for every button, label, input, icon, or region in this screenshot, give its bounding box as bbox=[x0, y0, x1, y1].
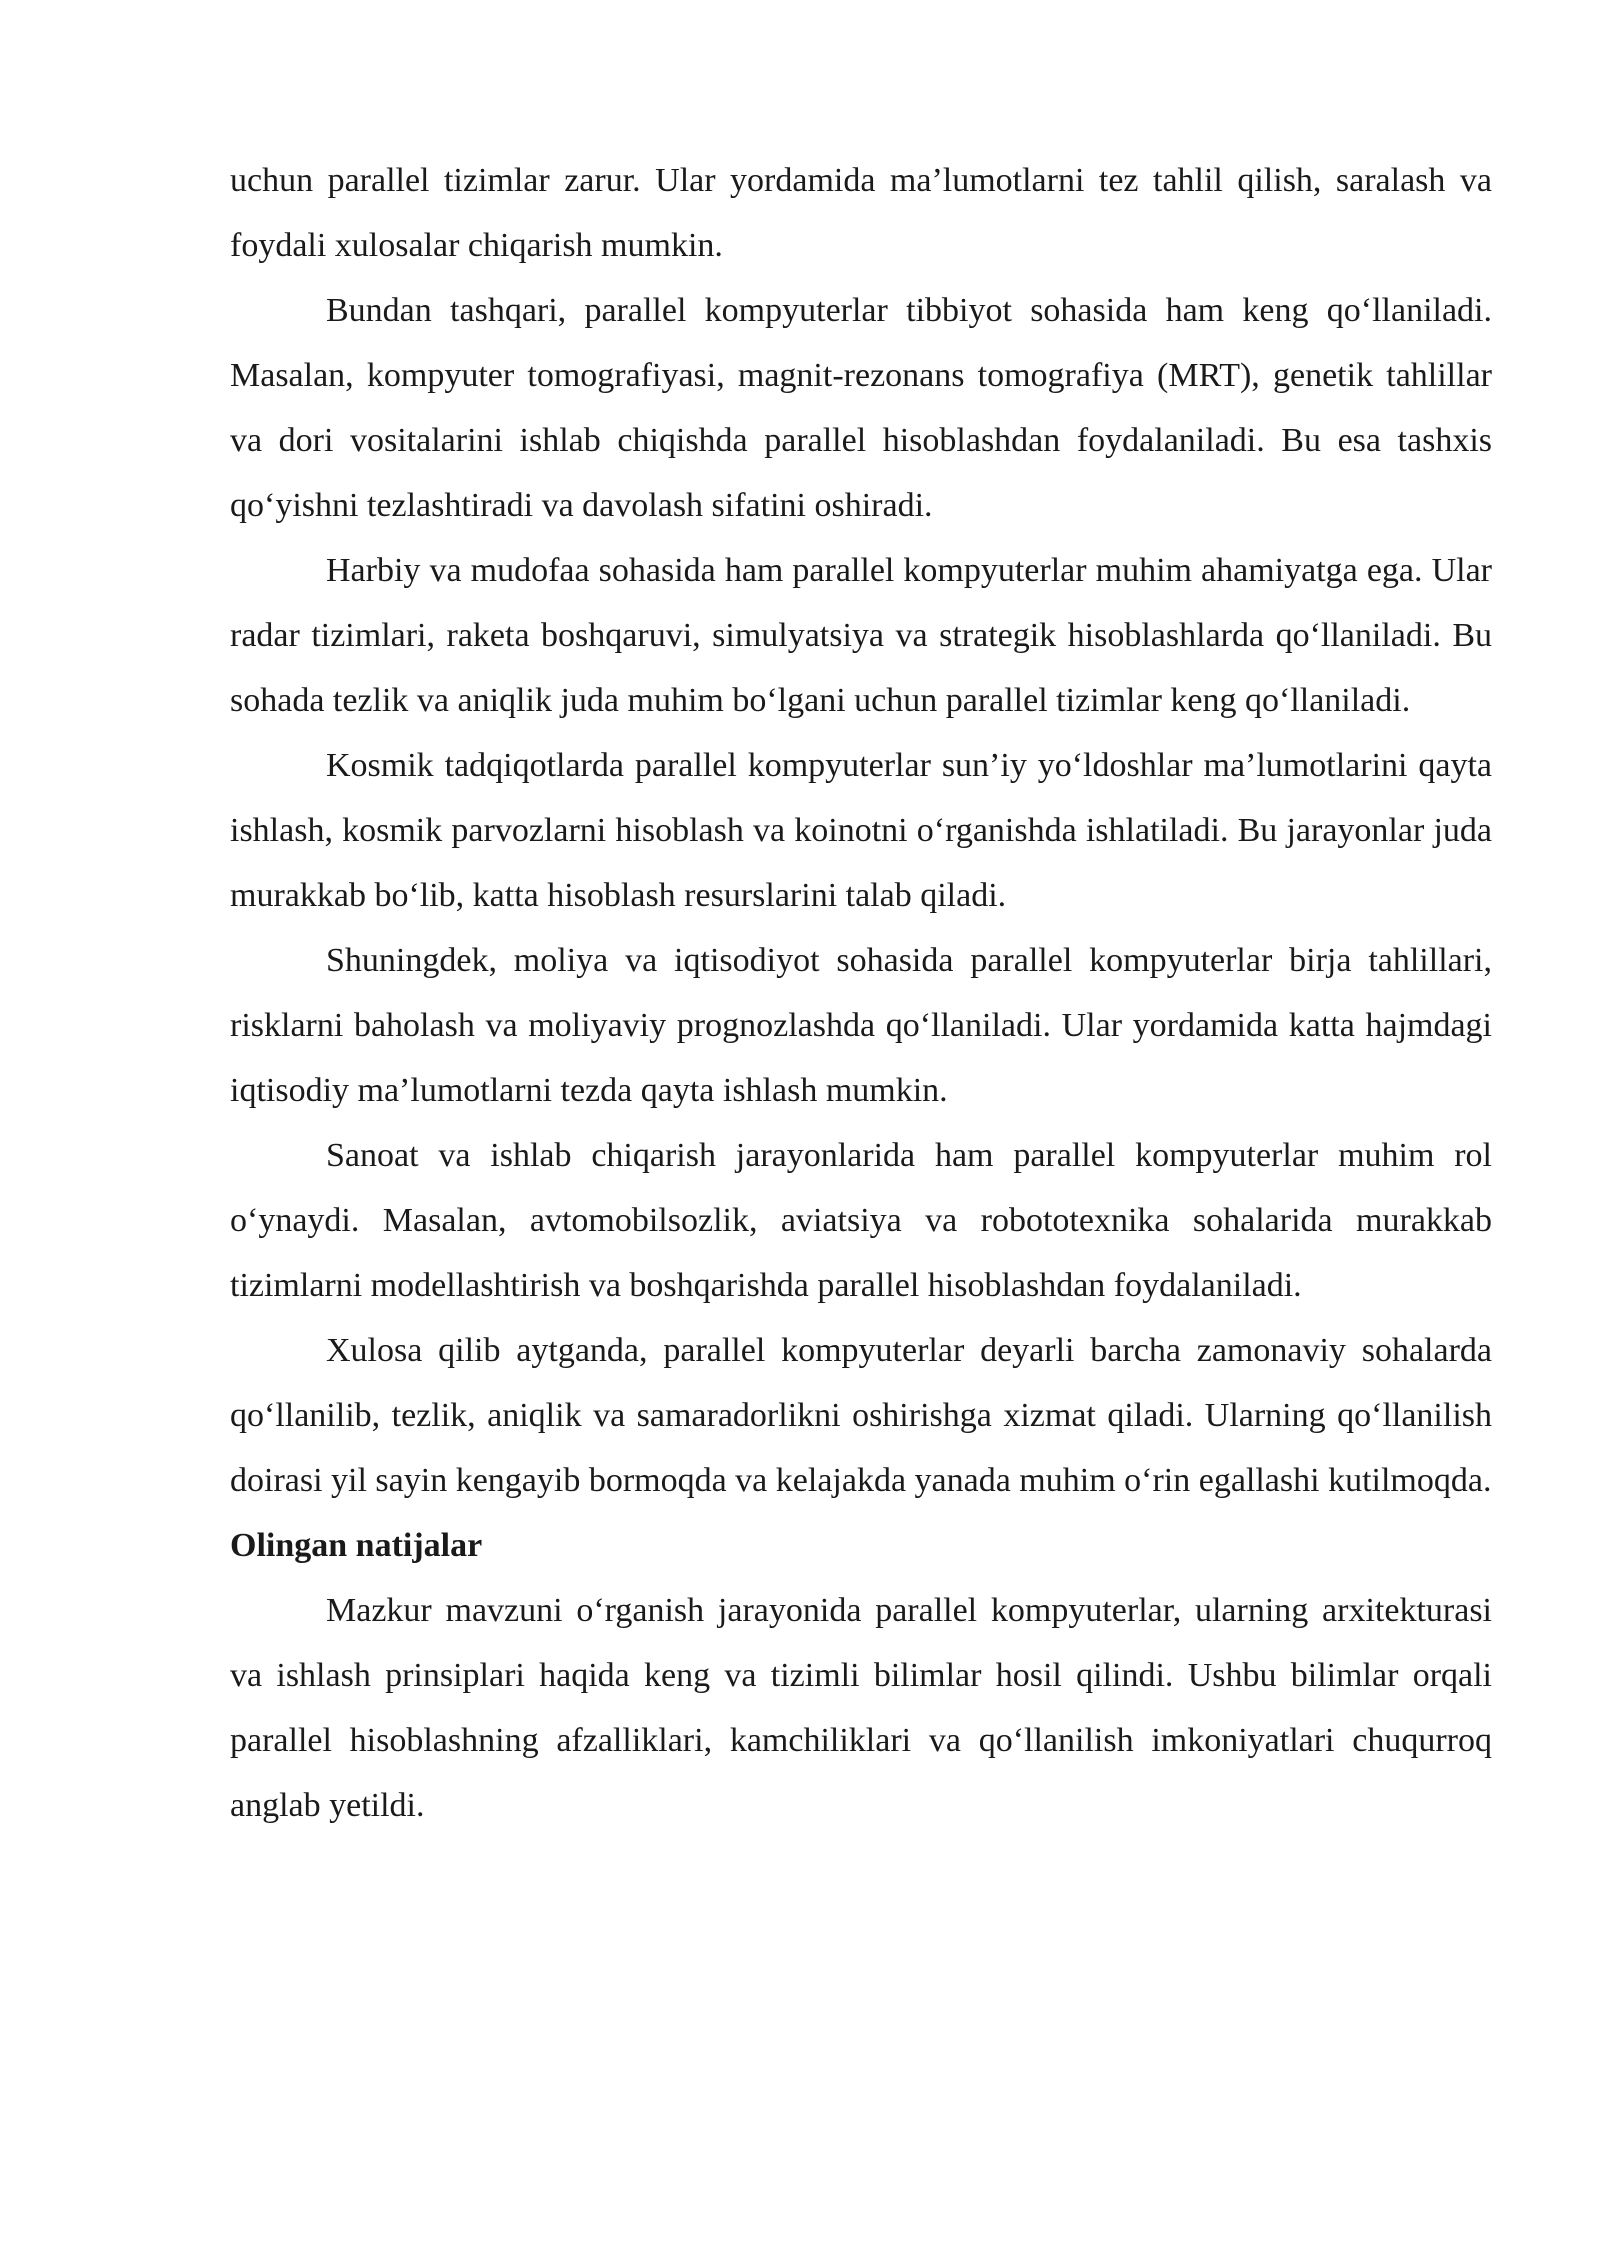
document-page bbox=[230, 148, 1492, 1838]
section-heading: Olingan natijalar bbox=[230, 1527, 483, 1564]
paragraph-space: Kosmik tadqiqotlarda parallel kompyuterlar sun’iy yo‘ldoshlar ma’lumotlarini qayta ishlash, kosmik parvozlarni hisoblash va koinotni o‘rganishda ishlatiladi. Bu jarayonlar juda murakkab bo‘lib, katta hisoblash resurslarini talab qiladi. bbox=[230, 747, 1492, 914]
paragraph-finance: Shuningdek, moliya va iqtisodiyot sohasida parallel kompyuterlar birja tahlillari, risklarni baholash va moliyaviy prognozlashda qo‘llaniladi. Ular yordamida katta hajmdagi iqtisodiy ma’lumotlarni tezda qayta ishlash mumkin. bbox=[230, 942, 1492, 1109]
paragraph-medicine: Bundan tashqari, parallel kompyuterlar tibbiyot sohasida ham keng qo‘llaniladi. Masalan, kompyuter tomografiyasi, magnit-rezonans tomografiya (MRT), genetik tahlillar va dori vositalarini ishlab chiqishda parallel hisoblashdan foydalaniladi. Bu esa tashxis qo‘yishni tezlashtiradi va davolash sifatini oshiradi. bbox=[230, 292, 1492, 524]
paragraph-conclusion: Xulosa qilib aytganda, parallel kompyuterlar deyarli barcha zamonaviy sohalarda qo‘llanilib, tezlik, aniqlik va samaradorlikni oshirishga xizmat qiladi. Ularning qo‘llanilish doirasi yil sayin kengayib bormoqda va kelajakda yanada muhim o‘rin egallashi kutilmoqda. bbox=[230, 1332, 1492, 1499]
paragraph-military: Harbiy va mudofaa sohasida ham parallel kompyuterlar muhim ahamiyatga ega. Ular radar tizimlari, raketa boshqaruvi, simulyatsiya va strategik hisoblashlarda qo‘llaniladi. Bu sohada tezlik va aniqlik juda muhim bo‘lgani uchun parallel tizimlar keng qo‘llaniladi. bbox=[230, 552, 1492, 719]
paragraph-results: Mazkur mavzuni o‘rganish jarayonida parallel kompyuterlar, ularning arxitekturasi va ishlash prinsiplari haqida keng va tizimli bilimlar hosil qilindi. Ushbu bilimlar orqali parallel hisoblashning afzalliklari, kamchiliklari va qo‘llanilish imkoniyatlari chuqurroq anglab yetildi. bbox=[230, 1592, 1492, 1824]
paragraph-continuation: uchun parallel tizimlar zarur. Ular yordamida ma’lumotlarni tez tahlil qilish, saralash va foydali xulosalar chiqarish mumkin. bbox=[230, 162, 1492, 264]
paragraph-industry: Sanoat va ishlab chiqarish jarayonlarida ham parallel kompyuterlar muhim rol o‘ynaydi. Masalan, avtomobilsozlik, aviatsiya va robototexnika sohalarida murakkab tizimlarni modellashtirish va boshqarishda parallel hisoblashdan foydalaniladi. bbox=[230, 1137, 1492, 1304]
